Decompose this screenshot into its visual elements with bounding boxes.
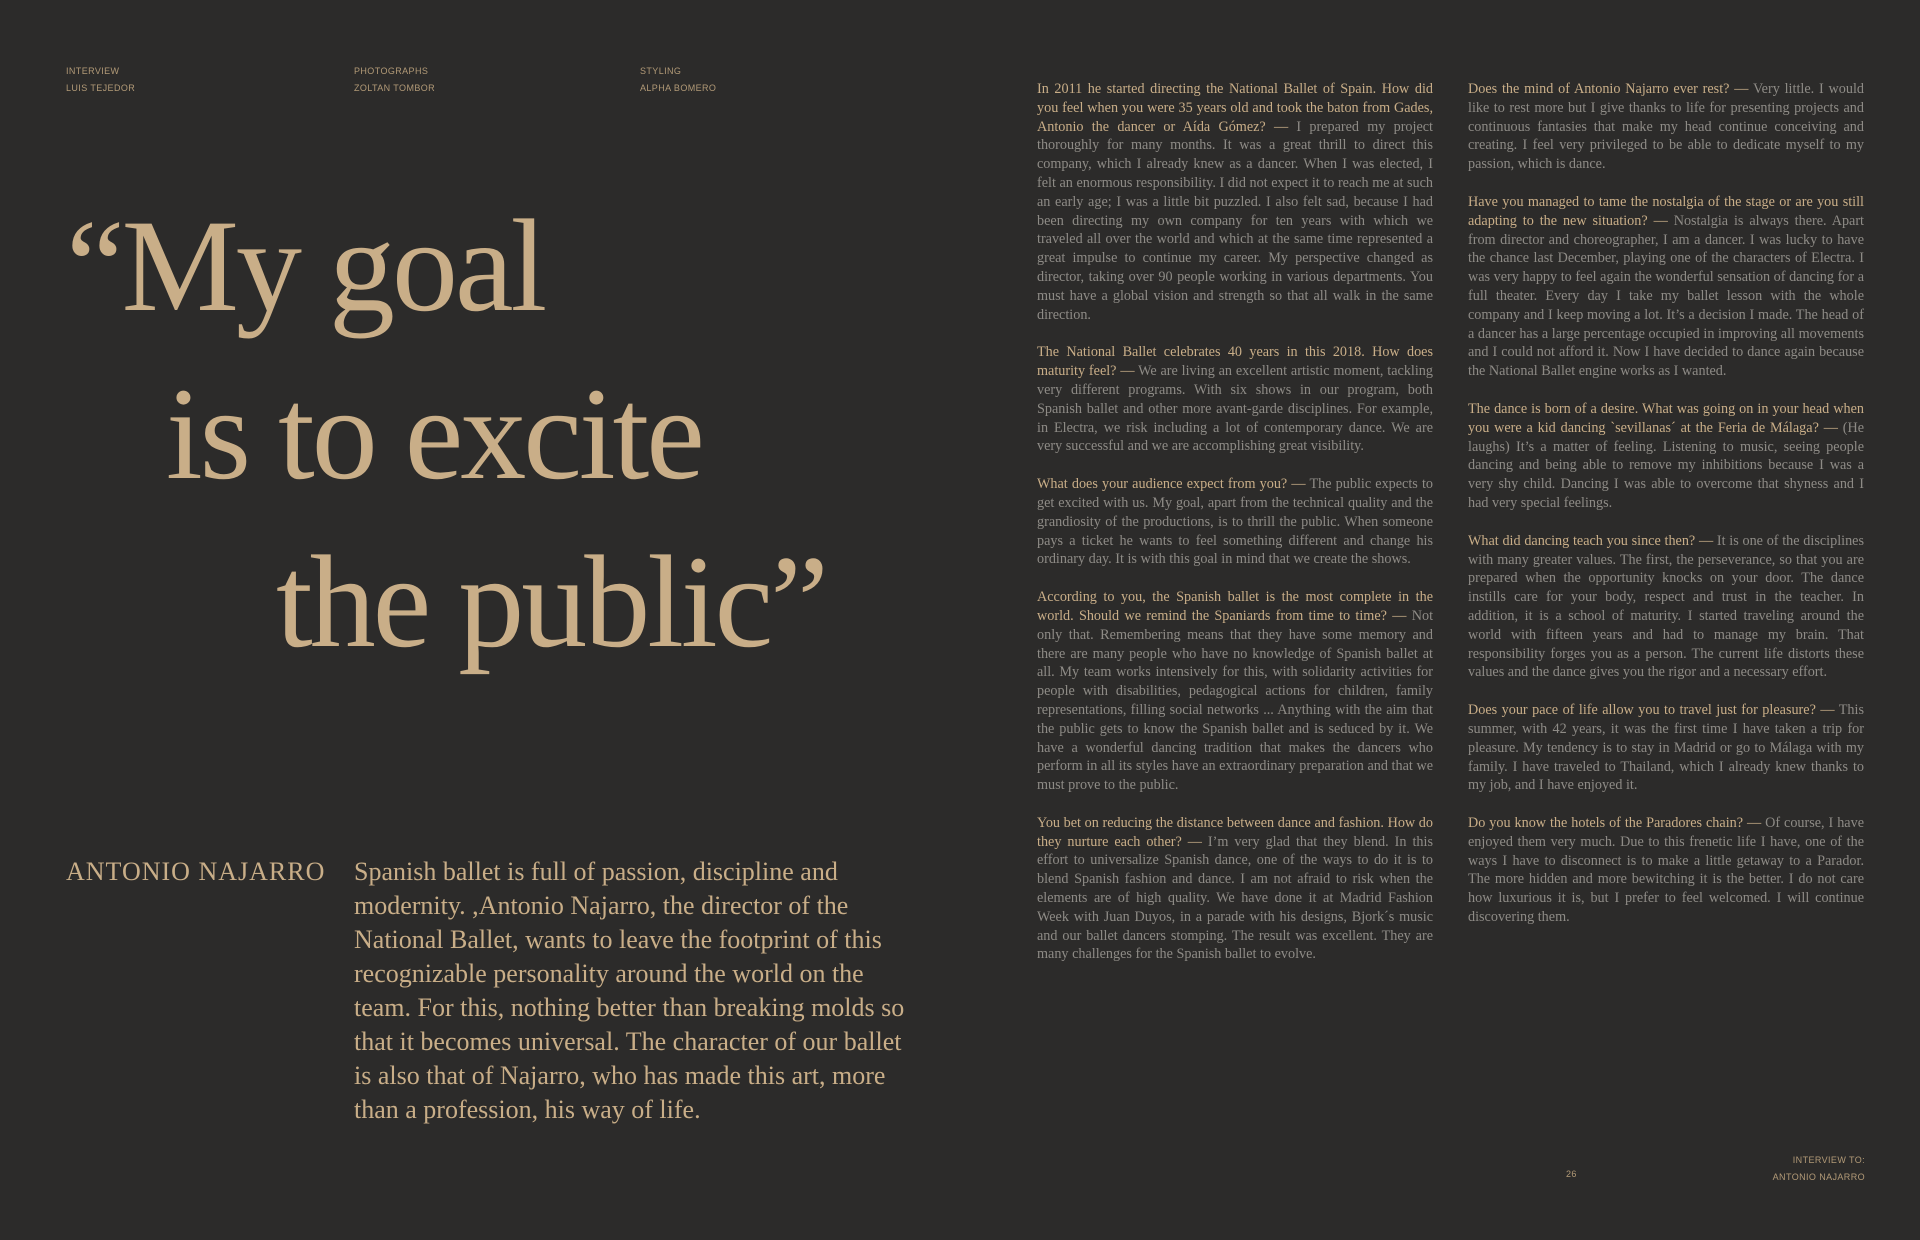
credit-value: ZOLTAN TOMBOR (354, 83, 436, 93)
answer: I prepared my project thoroughly for many months. It was a great thrill to direct this company, which I already knew as a dancer. When I was elected, I felt an enormous responsibility. I did not expect it to reach me at such an early age; I was a little bit puzzled. I also felt sad, because I had been directing my own company for ten years with which we traveled all over the world and which at the same time represented a great impulse to continue my career. My perspective changed as director, taking over 90 people working in various departments. You must have a global vision and strength so that all walk in the same direction. (1037, 118, 1433, 323)
lead-paragraph: Spanish ballet is full of passion, discipline and modernity. ,Antonio Najarro, the director of the National Ballet, wants to leave the footprint of this recognizable personality around the world on the team. For this, nothing better than breaking molds so that it becomes universal. The character of our ballet is also that of Najarro, who has made this art, more than a profession, his way of life. (354, 857, 905, 1124)
qa-block (1468, 80, 1864, 174)
credit-photographs (354, 63, 435, 97)
answer: This summer, with 42 years, it was the first time I have taken a trip for pleasure. My tendency is to stay in Madrid or go to Málaga with my family. I have traveled to Thailand, which I already knew thanks to my job, and I have enjoyed it. (1468, 702, 1864, 794)
credit-label: PHOTOGRAPHS (354, 66, 429, 76)
qa-block (1468, 532, 1864, 682)
question: What does your audience expect from you? — (1037, 476, 1306, 493)
question: In 2011 he started directing the National Ballet of Spain. How did you feel when you were 35 years old and took the baton from Gades, Antonio the dancer or Aída Gómez? — (1037, 81, 1433, 135)
qa-block (1468, 193, 1864, 381)
question: Have you managed to tame the nostalgia of the stage or are you still adapting to the new situation? — (1468, 193, 1864, 229)
article-column-left (1037, 80, 1433, 983)
answer: Nostalgia is always there. Apart from director and choreographer, I am a dancer. I was lucky to have the chance last December, playing one of the characters of Electra. I was very happy to feel again the wonderful sensation of dancing for a full theater. Every day I take my ballet lesson with the whole company and I keep moving a lot. It’s a decision I made. The head of a dancer has a large percentage occupied in improving all movements and I could not afford it. Now I have decided to dance again because the National Ballet engine works as I wanted. (1468, 212, 1864, 380)
article-column-right (1468, 80, 1864, 946)
footer-subject: ANTONIO NAJARRO (1772, 1172, 1865, 1182)
qa-block (1037, 80, 1433, 324)
question: Does the mind of Antonio Najarro ever rest? — (1468, 81, 1749, 97)
qa-block (1037, 343, 1433, 456)
answer: The public expects to get excited with us. My goal, apart from the technical quality and the grandiosity of the productions, is to thrill the public. When someone pays a ticket he wants to feel something different and change his ordinary day. It is with this goal in mind that we create the shows. (1037, 476, 1433, 568)
qa-block (1468, 400, 1864, 513)
credit-interview (66, 63, 135, 97)
pull-quote (66, 182, 946, 686)
answer: Not only that. Remembering means that they have some memory and there are many people who have no knowledge of Spanish ballet at all. My team works intensively for this, with solidarity activities for people with disabilities, pedagogical actions for children, family representations, filling social networks ... Anything with the aim that the public gets to know the Spanish ballet and is seduced by it. We have a wonderful dancing tradition that makes the dancers who perform in all its styles have an extraordinary preparation and that we must prove to the public. (1037, 607, 1434, 794)
credit-value: LUIS TEJEDOR (66, 83, 136, 93)
question: The National Ballet celebrates 40 years in this 2018. How does maturity feel? — (1037, 344, 1433, 380)
page-footer (1773, 1152, 1865, 1186)
answer: (He laughs) It’s a matter of feeling. Listening to music, seeing people dancing and being able to remove my inhibitions because I was a very shy child. Dancing I was able to overcome that shyness and I had very special feelings. (1468, 419, 1864, 511)
credit-label: STYLING (640, 66, 682, 76)
qa-block (1468, 701, 1864, 795)
footer-label: INTERVIEW TO: (1792, 1155, 1865, 1165)
qa-block (1468, 814, 1864, 927)
question: What did dancing teach you since then? — (1468, 532, 1714, 549)
credit-value: ALPHA BOMERO (640, 83, 717, 93)
qa-block (1037, 588, 1433, 795)
question: According to you, the Spanish ballet is the most complete in the world. Should we remind the Spaniards from time to time? — (1037, 589, 1433, 624)
answer: It is one of the disciplines with many greater values. The first, the perseverance, so that you are prepared when the opportunity knocks on your door. The dance instills care for your body, respect and trust in the teacher. In addition, it is a school of maturity. I started traveling around the world with fifteen years and had to manage my brain. That responsibility forges you as a person. The current life distorts these values and the dance gives you the rigor and a necessary effort. (1468, 532, 1864, 681)
page-number: 26 (1566, 1169, 1577, 1179)
pull-quote-line: “My goal (66, 192, 545, 339)
answer: Of course, I have enjoyed them very much. Due to this frenetic life I have, one of the ways I have to disconnect is to make a little getaway to a Parador. The more hidden and more bewitching it is the better. I do not care how luxurious it is, but I prefer to feel welcomed. I will continue discovering them. (1468, 815, 1864, 926)
answer: We are living an excellent artistic moment, tackling very different programs. With six shows in our program, both Spanish ballet and other more avant-garde disciplines. For example, in Electra, we risk including a lot of contemporary dance. We are very successful and we are accomplishing great visibility. (1037, 363, 1433, 455)
question: Does your pace of life allow you to travel just for pleasure? — (1468, 702, 1835, 719)
answer: Very little. I would like to rest more but I give thanks to life for presenting projects and continuous fantasies that make my head continue conceiving and creating. I feel very privileged to be able to dedicate myself to my passion, which is dance. (1468, 81, 1865, 173)
credit-label: INTERVIEW (66, 66, 120, 76)
answer: I’m very glad that they blend. In this effort to universalize Spanish dance, one of the ways to do it is to blend Spanish fashion and dance. I am not afraid to risk when the elements are of high quality. We have done it at Madrid Fashion Week with Juan Duyos, in a parade with his designs, Bjork´s music and our ballet dancers stomping. The result was excellent. They are many challenges for the Spanish ballet to evolve. (1037, 833, 1433, 963)
pull-quote-line: is to excite (166, 360, 702, 507)
subject-name: ANTONIO NAJARRO (66, 857, 326, 886)
qa-block (1037, 475, 1433, 569)
question: Do you know the hotels of the Paradores chain? — (1468, 815, 1762, 832)
credit-styling (640, 63, 716, 97)
question: You bet on reducing the distance between dance and fashion. How do they nurture each other? — (1037, 814, 1433, 850)
qa-block (1037, 814, 1433, 964)
pull-quote-line: the public” (276, 528, 826, 675)
question: The dance is born of a desire. What was going on in your head when you were a kid dancing `sevillanas´ at the Feria de Málaga? — (1468, 400, 1864, 436)
